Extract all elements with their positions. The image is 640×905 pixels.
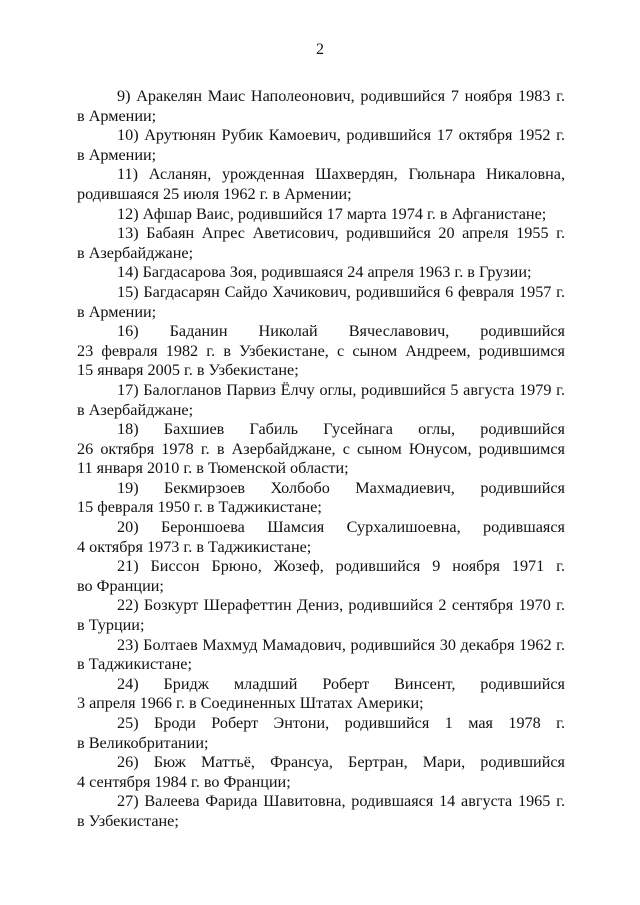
- list-item: [77, 205, 565, 225]
- list-item: [77, 420, 565, 479]
- list-item: [77, 675, 565, 714]
- list-item-continuation-line: в Узбекистане;: [77, 811, 179, 830]
- list-item: [77, 479, 565, 518]
- list-item-first-line: 26) Бюж Маттьё, Франсуа, Бертран, Мари, родившийся: [117, 753, 565, 772]
- list-item-continuation-line: 15 января 2005 г. в Узбекистане;: [77, 361, 299, 380]
- list-item-first-line: 16) Баданин Николай Вячеславович, родившийся: [117, 322, 565, 341]
- list-item-first-line: 10) Арутюнян Рубик Камоевич, родившийся 17 октября 1952 г.: [117, 126, 565, 145]
- list-item: [77, 557, 565, 596]
- list-item-continuation-line: в Азербайджане;: [77, 400, 194, 419]
- list-item-first-line: 12) Афшар Ваис, родившийся 17 марта 1974 г. в Афганистане;: [117, 204, 547, 223]
- list-item-continuation-line: в Азербайджане;: [77, 243, 194, 262]
- list-item-first-line: 24) Бридж младший Роберт Винсент, родившийся: [117, 674, 565, 693]
- list-item-first-line: 17) Балогланов Парвиз Ёлчу оглы, родившийся 5 августа 1979 г.: [117, 380, 565, 399]
- list-item-continuation-line: 3 апреля 1966 г. в Соединенных Штатах Америки;: [77, 694, 424, 713]
- list-item-first-line: 9) Аракелян Маис Наполеонович, родившийся 7 ноября 1983 г.: [117, 87, 565, 105]
- list-item-continuation-line: в Таджикистане;: [77, 655, 192, 674]
- list-item-first-line: 13) Бабаян Апрес Аветисович, родившийся 20 апреля 1955 г.: [117, 224, 565, 243]
- list-item-first-line: 15) Багдасарян Сайдо Хачикович, родившийся 6 февраля 1957 г.: [117, 282, 565, 301]
- list-item: [77, 714, 565, 753]
- list-item-first-line: 27) Валеева Фарида Шавитовна, родившаяся 14 августа 1965 г.: [117, 792, 565, 811]
- list-item: [77, 224, 565, 263]
- list-item-continuation-line: 15 февраля 1950 г. в Таджикистане;: [77, 498, 322, 517]
- list-item: [77, 165, 565, 204]
- list-item-continuation-line: во Франции;: [77, 576, 164, 595]
- document-body: [77, 87, 565, 832]
- list-item-first-line: 23) Болтаев Махмуд Мамадович, родившийся 30 декабря 1962 г.: [117, 635, 565, 654]
- list-item-continuation-line: в Великобритании;: [77, 733, 209, 752]
- list-item: [77, 792, 565, 831]
- list-item-first-line: 25) Броди Роберт Энтони, родившийся 1 мая 1978 г.: [117, 714, 565, 732]
- list-item: [77, 636, 565, 675]
- list-item-first-line: 21) Биссон Брюно, Жозеф, родившийся 9 ноября 1971 г.: [117, 557, 565, 576]
- list-item-first-line: 14) Багдасарова Зоя, родившаяся 24 апреля 1963 г. в Грузии;: [117, 263, 532, 282]
- list-item-continuation-line: в Армении;: [77, 145, 157, 164]
- list-item-first-line: 22) Бозкурт Шерафеттин Дениз, родившийся 2 сентября 1970 г.: [117, 596, 565, 615]
- list-item: [77, 283, 565, 322]
- list-item: [77, 518, 565, 557]
- list-item: [77, 126, 565, 165]
- list-item-continuation-line: в Армении;: [77, 302, 157, 321]
- list-item-first-line: 11) Асланян, урожденная Шахвердян, Гюльнара Никаловна,: [117, 165, 565, 184]
- list-item-continuation-line: в Армении;: [77, 106, 157, 125]
- list-item-continuation-line: 4 сентября 1984 г. во Франции;: [77, 772, 291, 791]
- list-item-continuation-line: в Турции;: [77, 616, 145, 635]
- page-number: 2: [316, 41, 324, 58]
- list-item-continuation-line: родившаяся 25 июля 1962 г. в Армении;: [77, 184, 352, 203]
- list-item: [77, 322, 565, 381]
- list-item: [77, 381, 565, 420]
- list-item-first-line: 18) Бахшиев Габиль Гусейнага оглы, родившийся: [117, 420, 565, 439]
- list-item-first-line: 19) Бекмирзоев Холбобо Махмадиевич, родившийся: [117, 478, 565, 497]
- list-item-continuation-line: 23 февраля 1982 г. в Узбекистане, с сыном Андреем, родившимся: [77, 341, 565, 360]
- list-item: [77, 596, 565, 635]
- list-item: [77, 753, 565, 792]
- list-item-continuation-line: 26 октября 1978 г. в Азербайджане, с сыном Юнусом, родившимся: [77, 439, 565, 458]
- list-item-continuation-line: 11 января 2010 г. в Тюменской области;: [77, 459, 349, 478]
- list-item-continuation-line: 4 октября 1973 г. в Таджикистане;: [77, 537, 312, 556]
- list-item-first-line: 20) Бероншоева Шамсия Сурхалишоевна, родившаяся: [117, 518, 565, 537]
- list-item: [77, 263, 565, 283]
- list-item: [77, 87, 565, 126]
